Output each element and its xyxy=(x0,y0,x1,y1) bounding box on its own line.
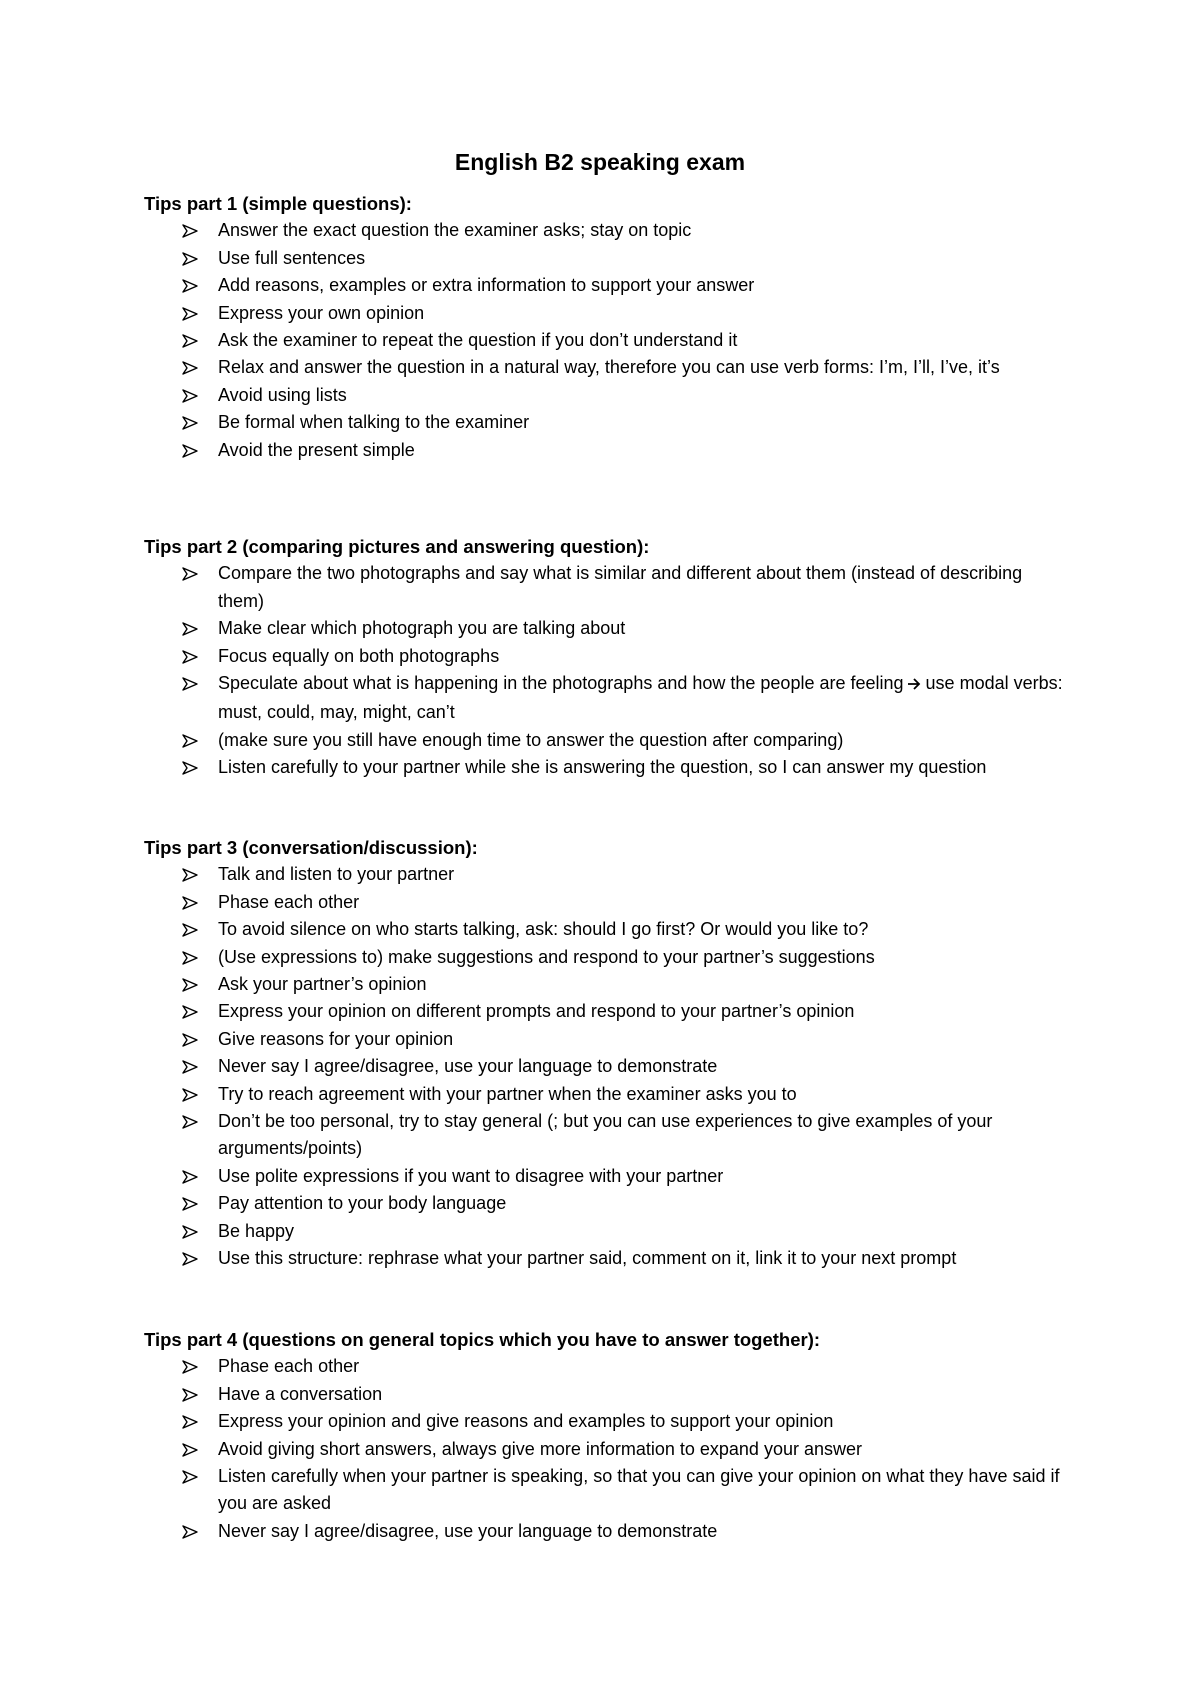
arrowhead-bullet-icon xyxy=(182,754,206,781)
arrowhead-bullet-icon xyxy=(182,1053,206,1080)
tip-item xyxy=(144,998,1064,1025)
tip-text: Avoid the present simple xyxy=(218,439,415,460)
tip-text: Avoid using lists xyxy=(218,384,347,405)
tip-text: Focus equally on both photographs xyxy=(218,645,500,666)
tip-text: Try to reach agreement with your partner when the examiner asks you to xyxy=(218,1083,797,1104)
tip-item xyxy=(144,1163,1064,1190)
tip-item xyxy=(144,327,1064,354)
arrowhead-bullet-icon xyxy=(182,916,206,943)
tip-item xyxy=(144,1218,1064,1245)
arrowhead-bullet-icon xyxy=(182,354,206,381)
tip-item xyxy=(144,1381,1064,1408)
tip-text: Never say I agree/disagree, use your language to demonstrate xyxy=(218,1520,718,1541)
tip-text: Express your opinion and give reasons and examples to support your opinion xyxy=(218,1411,834,1432)
arrowhead-bullet-icon xyxy=(182,437,206,464)
tip-item xyxy=(144,861,1064,888)
tip-text: Compare the two photographs and say what is similar and different about them (instead of describing them) xyxy=(218,563,1023,611)
tip-item xyxy=(144,354,1064,381)
arrowhead-bullet-icon xyxy=(182,1463,206,1490)
tip-text: Phase each other xyxy=(218,1356,360,1377)
arrowhead-bullet-icon xyxy=(182,1218,206,1245)
right-arrow-icon xyxy=(907,672,921,699)
section-heading: Tips part 2 (comparing pictures and answering question): xyxy=(144,536,650,557)
tip-list xyxy=(144,1353,1064,1545)
arrowhead-bullet-icon xyxy=(182,1436,206,1463)
arrowhead-bullet-icon xyxy=(182,861,206,888)
tip-text: (Use expressions to) make suggestions and respond to your partner’s suggestions xyxy=(218,946,875,967)
tip-item xyxy=(144,615,1064,642)
tip-text: Pay attention to your body language xyxy=(218,1193,507,1214)
arrowhead-bullet-icon xyxy=(182,1353,206,1380)
arrowhead-bullet-icon xyxy=(182,1108,206,1135)
tip-item xyxy=(144,971,1064,998)
arrowhead-bullet-icon xyxy=(182,889,206,916)
document-title: English B2 speaking exam xyxy=(454,149,746,175)
tip-item xyxy=(144,1108,1064,1163)
tip-text: Listen carefully when your partner is speaking, so that you can give your opinion on what they have said if you are asked xyxy=(218,1466,1060,1514)
tip-text: Use polite expressions if you want to disagree with your partner xyxy=(218,1165,724,1186)
tip-text: Answer the exact question the examiner asks; stay on topic xyxy=(218,220,692,241)
tip-text: Ask your partner’s opinion xyxy=(218,974,427,995)
tip-item xyxy=(144,643,1064,670)
tip-text: Be formal when talking to the examiner xyxy=(218,412,530,433)
tip-item xyxy=(144,1408,1064,1435)
section-part-4 xyxy=(144,1326,1064,1545)
tip-item xyxy=(144,300,1064,327)
arrowhead-bullet-icon xyxy=(182,272,206,299)
tip-item xyxy=(144,1190,1064,1217)
arrowhead-bullet-icon xyxy=(182,727,206,754)
section-part-2 xyxy=(144,533,1064,782)
arrowhead-bullet-icon xyxy=(182,560,206,587)
tip-item xyxy=(144,1053,1064,1080)
tip-text: Make clear which photograph you are talking about xyxy=(218,618,626,639)
arrowhead-bullet-icon xyxy=(182,1026,206,1053)
arrowhead-bullet-icon xyxy=(182,1081,206,1108)
arrowhead-bullet-icon xyxy=(182,409,206,436)
arrowhead-bullet-icon xyxy=(182,1190,206,1217)
tip-item xyxy=(144,217,1064,244)
arrowhead-bullet-icon xyxy=(182,1518,206,1545)
tip-text: Be happy xyxy=(218,1220,295,1241)
tip-item xyxy=(144,944,1064,971)
tip-item xyxy=(144,437,1064,464)
tip-item xyxy=(144,1353,1064,1380)
tip-text: Relax and answer the question in a natural way, therefore you can use verb forms: I’m, I’ll, I’ve, it’s xyxy=(218,357,1000,378)
arrowhead-bullet-icon xyxy=(182,615,206,642)
arrowhead-bullet-icon xyxy=(182,1245,206,1272)
tip-text: Use full sentences xyxy=(218,247,366,268)
tip-item xyxy=(144,1026,1064,1053)
tip-item xyxy=(144,889,1064,916)
arrowhead-bullet-icon xyxy=(182,643,206,670)
tip-text: Speculate about what is happening in the photographs and how the people are feeling xyxy=(218,673,904,694)
tip-text: To avoid silence on who starts talking, ask: should I go first? Or would you like to? xyxy=(218,919,869,940)
tip-item xyxy=(144,382,1064,409)
tip-text: Talk and listen to your partner xyxy=(218,864,455,885)
section-heading: Tips part 3 (conversation/discussion): xyxy=(144,837,478,858)
tip-text: Avoid giving short answers, always give more information to expand your answer xyxy=(218,1438,862,1459)
section-heading: Tips part 4 (questions on general topics which you have to answer together): xyxy=(144,1329,821,1350)
tip-item xyxy=(144,727,1064,754)
tip-item xyxy=(144,1463,1064,1518)
tip-text: Never say I agree/disagree, use your language to demonstrate xyxy=(218,1056,718,1077)
tip-list xyxy=(144,861,1064,1272)
tip-item xyxy=(144,245,1064,272)
tip-item xyxy=(144,409,1064,436)
tip-text: Express your own opinion xyxy=(218,302,425,323)
tip-text: Have a conversation xyxy=(218,1383,383,1404)
tip-item xyxy=(144,1436,1064,1463)
section-part-1 xyxy=(144,190,1064,464)
arrowhead-bullet-icon xyxy=(182,944,206,971)
arrowhead-bullet-icon xyxy=(182,1408,206,1435)
tip-list xyxy=(144,217,1064,464)
tip-item xyxy=(144,1245,1064,1272)
tip-text: Ask the examiner to repeat the question if you don’t understand it xyxy=(218,330,738,351)
arrowhead-bullet-icon xyxy=(182,998,206,1025)
tip-text: Express your opinion on different prompts and respond to your partner’s opinion xyxy=(218,1001,855,1022)
tip-list xyxy=(144,560,1064,781)
tip-text: Listen carefully to your partner while she is answering the question, so I can answer my question xyxy=(218,757,987,778)
tip-text: (make sure you still have enough time to answer the question after comparing) xyxy=(218,729,844,750)
arrowhead-bullet-icon xyxy=(182,1381,206,1408)
tip-item xyxy=(144,272,1064,299)
tip-text: use modal verbs: must, could, may, might, can’t xyxy=(218,673,1063,723)
tip-item xyxy=(144,1081,1064,1108)
arrowhead-bullet-icon xyxy=(182,217,206,244)
arrowhead-bullet-icon xyxy=(182,670,206,697)
tip-text: Phase each other xyxy=(218,891,360,912)
tip-item xyxy=(144,560,1064,615)
tip-text: Add reasons, examples or extra information to support your answer xyxy=(218,275,755,296)
section-part-3 xyxy=(144,834,1064,1272)
tip-item xyxy=(144,754,1064,781)
tip-item xyxy=(144,1518,1064,1545)
tip-item xyxy=(144,670,1064,727)
arrowhead-bullet-icon xyxy=(182,327,206,354)
tip-text: Don’t be too personal, try to stay general (; but you can use experiences to give examples of your arguments/points) xyxy=(218,1111,993,1159)
arrowhead-bullet-icon xyxy=(182,971,206,998)
arrowhead-bullet-icon xyxy=(182,382,206,409)
tip-item xyxy=(144,916,1064,943)
section-heading: Tips part 1 (simple questions): xyxy=(144,193,412,214)
tip-text: Use this structure: rephrase what your partner said, comment on it, link it to your next prompt xyxy=(218,1248,957,1269)
arrowhead-bullet-icon xyxy=(182,300,206,327)
arrowhead-bullet-icon xyxy=(182,245,206,272)
arrowhead-bullet-icon xyxy=(182,1163,206,1190)
tip-text: Give reasons for your opinion xyxy=(218,1028,454,1049)
